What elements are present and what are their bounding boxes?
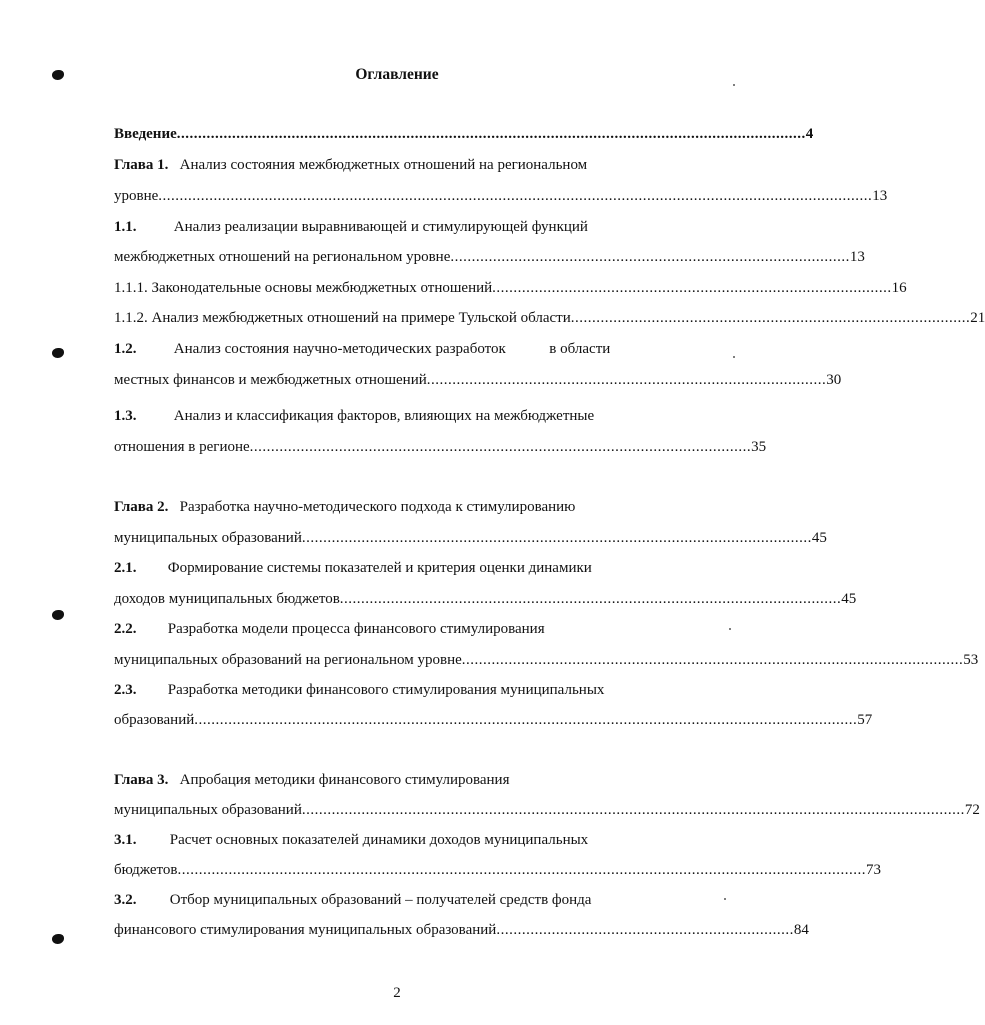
chapter-title: Анализ состояния межбюджетных отношений на региональном xyxy=(179,157,588,173)
chapter-number: Глава 3. xyxy=(114,772,169,788)
toc-section-1-2-page[interactable]: местных финансов и межбюджетных отношений .............................................................................................. 30 xyxy=(114,372,842,388)
toc-section-2-1[interactable]: 2.1. Формирование системы показателей и критерия оценки динамики xyxy=(114,560,592,576)
toc-section-1-3-page[interactable]: отношения в регионе ...................................................................................................................... 35 xyxy=(114,439,767,455)
toc-section-1-3[interactable]: 1.3. Анализ и классификация факторов, влияющих на межбюджетные xyxy=(114,408,595,424)
toc-section-3-1[interactable]: 3.1. Расчет основных показателей динамики доходов муниципальных xyxy=(114,832,589,848)
toc-chapter3-title[interactable] xyxy=(114,770,718,790)
toc-chapter1-title[interactable] xyxy=(114,155,718,175)
toc-section-2-3[interactable]: 2.3. Разработка методики финансового стимулирования муниципальных xyxy=(114,682,605,698)
toc-section-1-2[interactable]: 1.2. Анализ состояния научно-методических разработок в области xyxy=(114,341,611,357)
toc-section-1-1-1[interactable]: 1.1.1. Законодательные основы межбюджетных отношений .............................................................................................. 16 xyxy=(114,280,907,296)
toc-section-3-1-page[interactable]: бюджетов .................................................................................................................................................................. 73 xyxy=(114,862,881,878)
toc-chapter2-title[interactable] xyxy=(114,497,718,517)
toc-section-2-1-page[interactable]: доходов муниципальных бюджетов ...................................................................................................................... 45 xyxy=(114,591,857,607)
toc-page: 4 xyxy=(805,126,814,142)
toc-section-3-2[interactable]: 3.2. Отбор муниципальных образований – получателей средств фонда xyxy=(114,892,592,908)
chapter-title: Разработка научно-методического подхода к стимулированию xyxy=(179,499,576,515)
punch-hole-mark xyxy=(52,934,64,944)
page-title: Оглавление xyxy=(355,66,439,83)
punch-hole-mark xyxy=(52,348,64,358)
toc-introduction[interactable]: Введение .................................................................................................................................................... 4 xyxy=(114,126,814,142)
chapter-title: Апробация методики финансового стимулирования xyxy=(179,772,510,788)
scan-speck xyxy=(724,898,726,900)
scan-speck xyxy=(733,356,735,358)
toc-label: Введение xyxy=(114,126,177,142)
chapter-number: Глава 2. xyxy=(114,499,169,515)
scan-speck xyxy=(729,628,731,630)
toc-chapter3-page[interactable]: муниципальных образований ............................................................................................................................................................ 72 xyxy=(114,802,980,818)
toc-section-1-1-page[interactable]: межбюджетных отношений на региональном уровне .............................................................................................. 13 xyxy=(114,249,865,265)
toc-section-2-2[interactable]: 2.2. Разработка модели процесса финансового стимулирования xyxy=(114,621,545,637)
toc-section-1-1[interactable]: 1.1. Анализ реализации выравнивающей и стимулирующей функций xyxy=(114,219,588,235)
toc-chapter1-page[interactable]: уровне ........................................................................................................................................................................ 13 xyxy=(114,188,888,204)
punch-hole-mark xyxy=(52,610,64,620)
page-number: 2 xyxy=(393,985,401,1001)
chapter-number: Глава 1. xyxy=(114,157,169,173)
toc-chapter2-page[interactable]: муниципальных образований ........................................................................................................................ 45 xyxy=(114,530,827,546)
toc-section-2-3-page[interactable]: образований ............................................................................................................................................................ 57 xyxy=(114,712,873,728)
toc-section-2-2-page[interactable]: муниципальных образований на региональном уровне ...................................................................................................................... 53 xyxy=(114,652,979,668)
toc-section-1-1-2[interactable]: 1.1.2. Анализ межбюджетных отношений на примере Тульской области .............................................................................................. 21 xyxy=(114,310,985,326)
scan-speck xyxy=(733,84,735,86)
toc-section-3-2-page[interactable]: финансового стимулирования муниципальных образований ...................................................................... 84 xyxy=(114,922,809,938)
